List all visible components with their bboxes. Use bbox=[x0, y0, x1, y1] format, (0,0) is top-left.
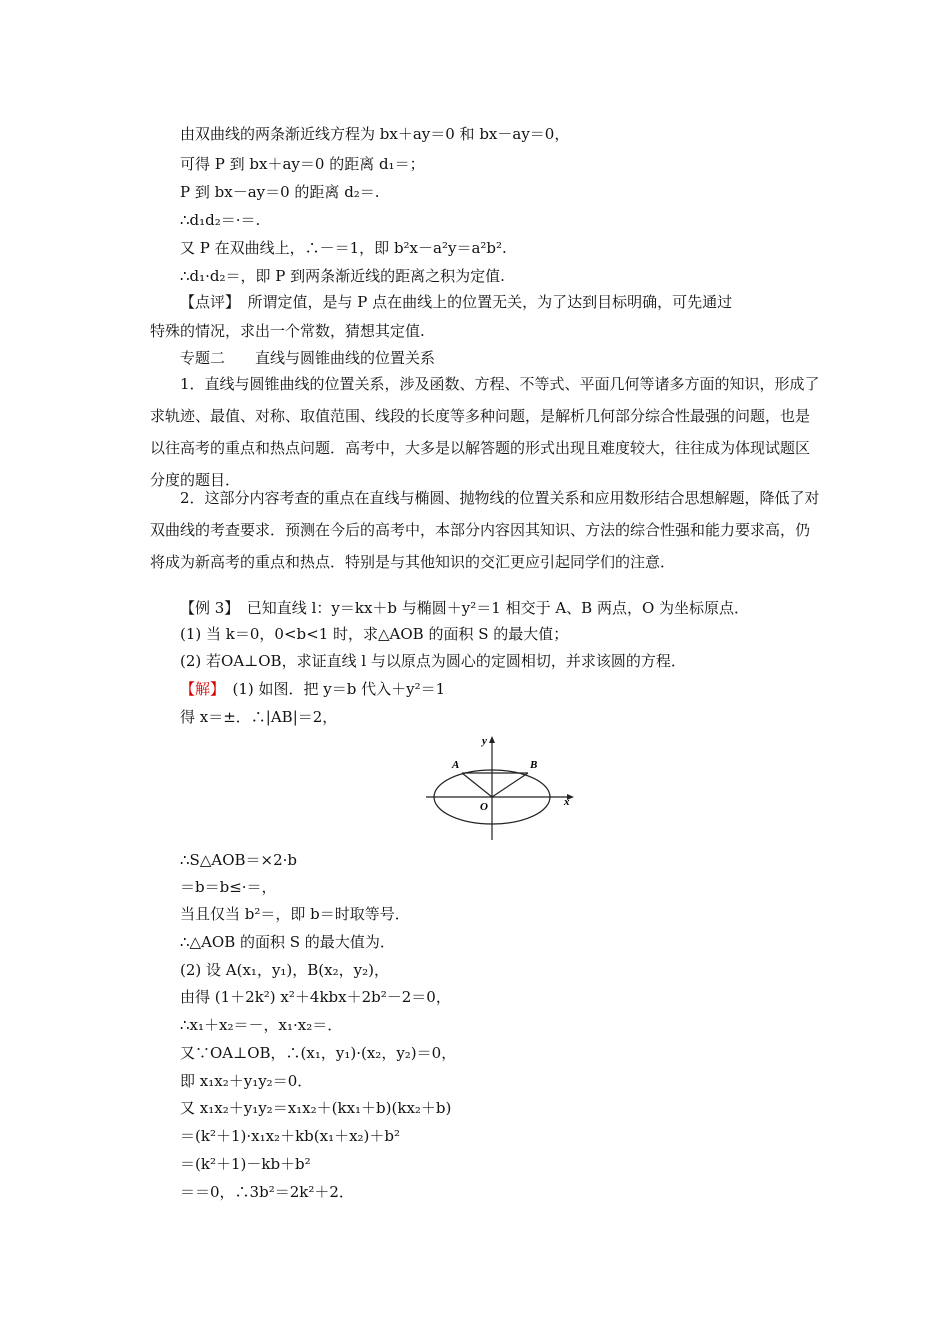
text-line: ∴d₁d₂＝·＝. bbox=[180, 211, 261, 229]
text-line: ＝b＝b≤·＝， bbox=[180, 878, 277, 896]
paragraph-1: 1．直线与圆锥曲线的位置关系，涉及函数、方程、不等式、平面几何等诸多方面的知识，形成了求轨迹、最值、对称、取值范围、线段的长度等多种问题，是解析几何部分综合性最强的问题，也是以往高考的重点和热点问题．高考中，大多是以解答题的形式出现且难度较大，往往成为体现试题区分度的题目． bbox=[150, 375, 820, 489]
review-note-line: 【点评】 所谓定值，是与 P 点在曲线上的位置无关，为了达到目标明确，可先通过 bbox=[180, 293, 733, 311]
text-line: (2) 设 A(x₁，y₁)，B(x₂，y₂)， bbox=[180, 961, 389, 979]
text-line: ∴d₁·d₂＝，即 P 到两条渐近线的距离之积为定值. bbox=[180, 267, 505, 285]
text-line: 由得 (1＋2k²) x²＋4kbx＋2b²－2＝0， bbox=[180, 988, 451, 1006]
question-2: (2) 若OA⊥OB，求证直线 l 与以原点为圆心的定圆相切，并求该圆的方程． bbox=[180, 652, 686, 670]
text-line: ＝(k²＋1)·x₁x₂＋kb(x₁＋x₂)＋b² bbox=[180, 1127, 401, 1145]
text-line: 即 x₁x₂＋y₁y₂＝0． bbox=[180, 1072, 313, 1090]
text-line: 又 P 在双曲线上，∴－＝1，即 b²x－a²y＝a²b². bbox=[180, 239, 507, 257]
text-line: 由双曲线的两条渐近线方程为 bx＋ay＝0 和 bx－ay＝0， bbox=[180, 125, 570, 143]
text-line: 又∵OA⊥OB，∴(x₁，y₁)·(x₂，y₂)＝0， bbox=[180, 1044, 457, 1062]
text-line: ∴△AOB 的面积 S 的最大值为． bbox=[180, 933, 395, 951]
ellipse-figure bbox=[420, 730, 580, 846]
origin-label: O bbox=[480, 801, 488, 813]
paragraph-2: 2．这部分内容考查的重点在直线与椭圆、抛物线的位置关系和应用数形结合思想解题，降低了对双曲线的考查要求．预测在今后的高考中，本部分内容因其知识、方法的综合性强和能力要求高，仍将成为新高考的重点和热点．特别是与其他知识的交汇更应引起同学们的注意． bbox=[150, 489, 820, 571]
text-line: ∴S△AOB＝×2·b bbox=[180, 851, 297, 869]
text-line: 又 x₁x₂＋y₁y₂＝x₁x₂＋(kx₁＋b)(kx₂＋b) bbox=[180, 1099, 452, 1117]
point-b-label: B bbox=[530, 759, 538, 771]
text-line: 当且仅当 b²＝，即 b＝时取等号． bbox=[180, 905, 410, 923]
point-a-label: A bbox=[452, 759, 460, 771]
review-note-line: 特殊的情况，求出一个常数，猜想其定值. bbox=[150, 322, 425, 340]
solution-line bbox=[180, 679, 445, 699]
text-line: ＝＝0，∴3b²＝2k²＋2． bbox=[180, 1183, 354, 1201]
text-line: ∴x₁＋x₂＝－，x₁·x₂＝． bbox=[180, 1016, 343, 1034]
text-line: P 到 bx－ay＝0 的距离 d₂＝. bbox=[180, 183, 380, 201]
section-heading: 专题二 直线与圆锥曲线的位置关系 bbox=[180, 349, 436, 367]
text-line: 得 x＝±．∴|AB|＝2， bbox=[180, 708, 338, 726]
example-3-statement: 【例 3】 已知直线 l：y＝kx＋b 与椭圆＋y²＝1 相交于 A、B 两点，O 为坐标原点． bbox=[180, 599, 750, 617]
solution-text: (1) 如图．把 y＝b 代入＋y²＝1 bbox=[217, 680, 446, 698]
x-axis-label: x bbox=[564, 796, 570, 808]
question-1: (1) 当 k＝0，0<b<1 时，求△AOB 的面积 S 的最大值； bbox=[180, 625, 569, 643]
y-axis-label: y bbox=[482, 735, 487, 747]
text-line: 可得 P 到 bx＋ay＝0 的距离 d₁＝； bbox=[180, 155, 425, 173]
text-line: ＝(k²＋1)－kb＋b² bbox=[180, 1155, 311, 1173]
solution-tag: 【解】 bbox=[180, 680, 218, 698]
